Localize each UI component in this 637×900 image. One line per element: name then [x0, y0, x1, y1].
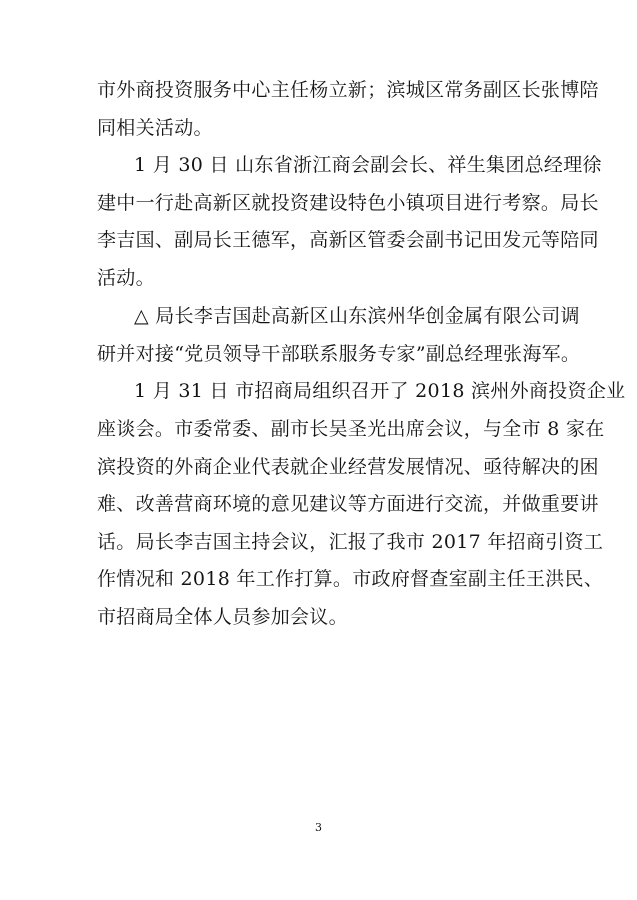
paragraph-4-line-6: 作情况和 2018 年工作打算。市政府督查室副主任王洪民、	[97, 568, 604, 590]
paragraph-1-line-2: 同相关活动。	[97, 117, 213, 139]
paragraph-4-line-3: 滨投资的外商企业代表就企业经营发展情况、亟待解决的困	[97, 456, 599, 478]
paragraph-4-line-5: 话。局长李吉国主持会议，汇报了我市 2017 年招商引资工	[97, 531, 604, 553]
paragraph-2-line-3: 李吉国、副局长王德军，高新区管委会副书记田发元等陪同	[97, 229, 599, 251]
paragraph-4-line-2: 座谈会。市委常委、副市长吴圣光出席会议，与全市 8 家在	[97, 418, 605, 440]
paragraph-2-line-1: 1 月 30 日 山东省浙江商会副会长、祥生集团总经理徐	[134, 154, 602, 176]
paragraph-3-line-1: △ 局长李吉国赴高新区山东滨州华创金属有限公司调	[134, 305, 580, 327]
paragraph-4-line-7: 市招商局全体人员参加会议。	[97, 606, 348, 628]
paragraph-4-line-1: 1 月 31 日 市招商局组织召开了 2018 滨州外商投资企业	[134, 380, 626, 402]
paragraph-2-line-4: 活动。	[97, 267, 155, 289]
paragraph-2-line-2: 建中一行赴高新区就投资建设特色小镇项目进行考察。局长	[97, 192, 599, 214]
paragraph-1-line-1: 市外商投资服务中心主任杨立新；滨城区常务副区长张博陪	[97, 79, 599, 101]
paragraph-3-line-2: 研并对接“党员领导干部联系服务专家”副总经理张海军。	[97, 343, 581, 365]
paragraph-4-line-4: 难、改善营商环境的意见建议等方面进行交流，并做重要讲	[97, 493, 599, 515]
page-number: 3	[315, 821, 322, 834]
